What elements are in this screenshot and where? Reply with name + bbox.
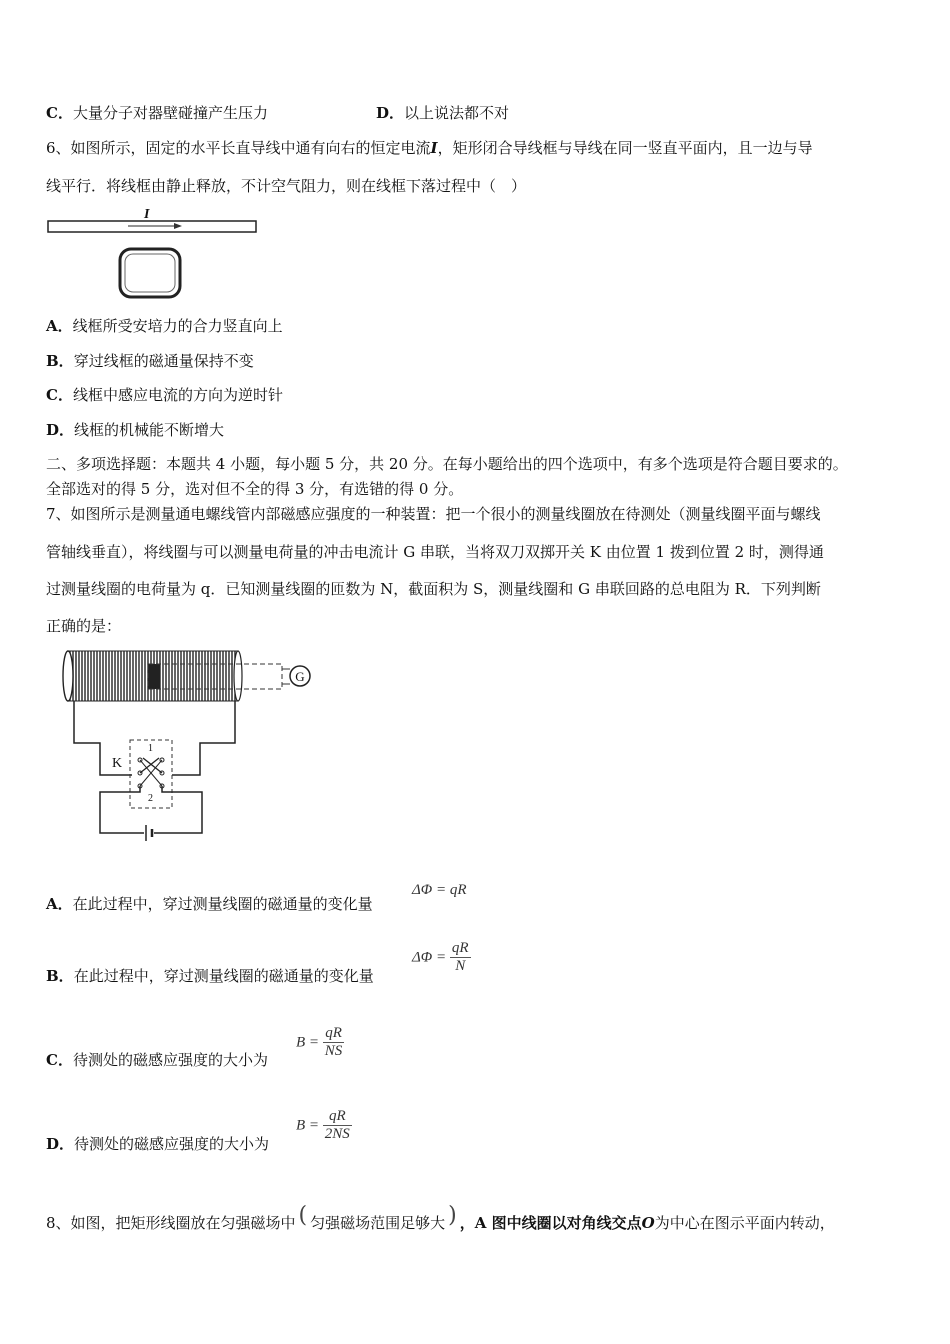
q6-option-b-text: 穿过线框的磁通量保持不变 [73, 352, 254, 370]
q7-option-c-formula [296, 1025, 344, 1060]
q7-option-d-formula [296, 1108, 352, 1143]
q6-option-b-label: B． [46, 352, 74, 370]
q6-option-c-label: C． [46, 386, 73, 404]
q5-option-c-label: C． [46, 104, 73, 122]
q7-option-b-numerator: qR [451, 940, 469, 956]
q7-option-b-label: B． [46, 967, 74, 985]
circuit-wire-left [74, 701, 132, 775]
q8-stem-b: ，A 图中线圈以对角线交点 [459, 1214, 642, 1232]
q7-option-d-numerator: qR [323, 1108, 352, 1126]
q7-option-d [46, 1134, 269, 1154]
q7-option-b-text: 在此过程中，穿过测量线圈的磁通量的变化量 [73, 967, 374, 985]
q6-option-d-text: 线框的机械能不断增大 [74, 421, 225, 439]
q7-option-b-formula [412, 940, 471, 975]
q8-paren-close: ) [448, 1203, 457, 1228]
q5-option-d-text: 以上说法都不对 [404, 104, 510, 122]
q6-figure-label-i: I [144, 207, 150, 222]
q5-option-c-text: 大量分子对器壁碰撞产生压力 [72, 104, 268, 122]
q7-option-c-text: 待测处的磁感应强度的大小为 [72, 1051, 268, 1069]
q7-figure [60, 645, 320, 845]
q7-option-a [46, 894, 373, 914]
q6-option-d [46, 420, 224, 440]
measuring-coil [148, 664, 160, 689]
q6-option-d-label: D． [46, 421, 75, 439]
q7-option-a-formula: ΔΦ = qR [412, 882, 467, 898]
q7-option-a-label: A． [46, 895, 73, 913]
switch-pos1-label: 1 [148, 743, 153, 754]
q5-option-c [46, 103, 268, 123]
q8-paren-open: ( [298, 1203, 308, 1228]
q6-current-arrowhead [174, 223, 182, 229]
battery-wire-right [154, 786, 202, 833]
q8-stem-a: 8、如图，把矩形线圈放在匀强磁场中 [46, 1214, 296, 1232]
q6-option-a-label: A． [46, 317, 73, 335]
q6-figure [46, 204, 258, 304]
q6-option-a-text: 线框所受安培力的合力竖直向上 [72, 317, 283, 335]
q7-option-a-text: 在此过程中，穿过测量线圈的磁通量的变化量 [72, 895, 373, 913]
q6-current-symbol: I [430, 139, 438, 157]
section2-heading-line1: 二、多项选择题：本题共 4 小题，每小题 5 分，共 20 分。在每小题给出的四个选项中，有多个选项是符合题目要求的。 [46, 455, 848, 473]
q6-option-b [46, 351, 254, 371]
q7-option-c-denominator: NS [324, 1043, 343, 1059]
q7-option-c-lhs: B = [296, 1034, 320, 1051]
q8-center-symbol: O [641, 1214, 655, 1232]
q6-loop-inner [125, 254, 175, 292]
q7-option-d-lhs: B = [296, 1117, 320, 1134]
circuit-wire-right [172, 701, 235, 775]
q8-paren-text: 匀强磁场范围足够大 [310, 1214, 446, 1232]
switch-k [138, 758, 164, 788]
q7-stem-line4: 正确的是： [46, 617, 122, 635]
q8-stem-line1 [46, 1203, 835, 1233]
q7-option-d-label: D． [46, 1135, 75, 1153]
q5-option-d-label: D． [376, 104, 405, 122]
battery-wire-left [100, 786, 144, 833]
q6-loop-outer [120, 249, 180, 297]
q5-option-d [376, 103, 509, 123]
q6-stem-line2: 线平行．将线框由静止释放，不计空气阻力，则在线框下落过程中（ ） [46, 177, 527, 195]
q6-option-a [46, 316, 283, 336]
q8-stem-c: 为中心在图示平面内转动， [654, 1214, 835, 1232]
q7-option-c-numerator: qR [323, 1025, 345, 1043]
q7-stem-line1: 7、如图所示是测量通电螺线管内部磁感应强度的一种装置：把一个很小的测量线圈放在待测处（测量线圈平面与螺线 [46, 505, 821, 523]
q6-stem-line1-a: 6、如图所示，固定的水平长直导线中通有向右的恒定电流 [46, 139, 431, 157]
q7-option-b [46, 966, 374, 986]
q7-option-d-text: 待测处的磁感应强度的大小为 [74, 1135, 270, 1153]
q6-stem-line1-b: ，矩形闭合导线框与导线在同一竖直平面内，且一边与导 [437, 139, 813, 157]
q6-option-c-text: 线框中感应电流的方向为逆时针 [72, 386, 283, 404]
q6-stem-line1 [46, 138, 813, 158]
galvanometer-label: G [295, 669, 305, 684]
q7-option-d-denominator: 2NS [324, 1126, 350, 1142]
q7-option-c-label: C． [46, 1051, 73, 1069]
section2-heading-line2: 全部选对的得 5 分，选对但不全的得 3 分，有选错的得 0 分。 [46, 480, 464, 498]
q6-option-c [46, 385, 283, 405]
q7-stem-line3: 过测量线圈的电荷量为 q．已知测量线圈的匝数为 N，截面积为 S，测量线圈和 G 串联回路的总电阻为 R．下列判断 [46, 580, 821, 598]
q7-stem-line2: 管轴线垂直），将线圈与可以测量电荷量的冲击电流计 G 串联，当将双刀双掷开关 K 由位置 1 拨到位置 2 时，测得通 [46, 543, 824, 561]
switch-k-label: K [112, 756, 123, 771]
q7-option-c [46, 1050, 268, 1070]
switch-pos2-label: 2 [148, 793, 153, 804]
q7-option-b-lhs: ΔΦ = [412, 949, 447, 966]
q7-option-b-denominator: N [455, 958, 466, 974]
